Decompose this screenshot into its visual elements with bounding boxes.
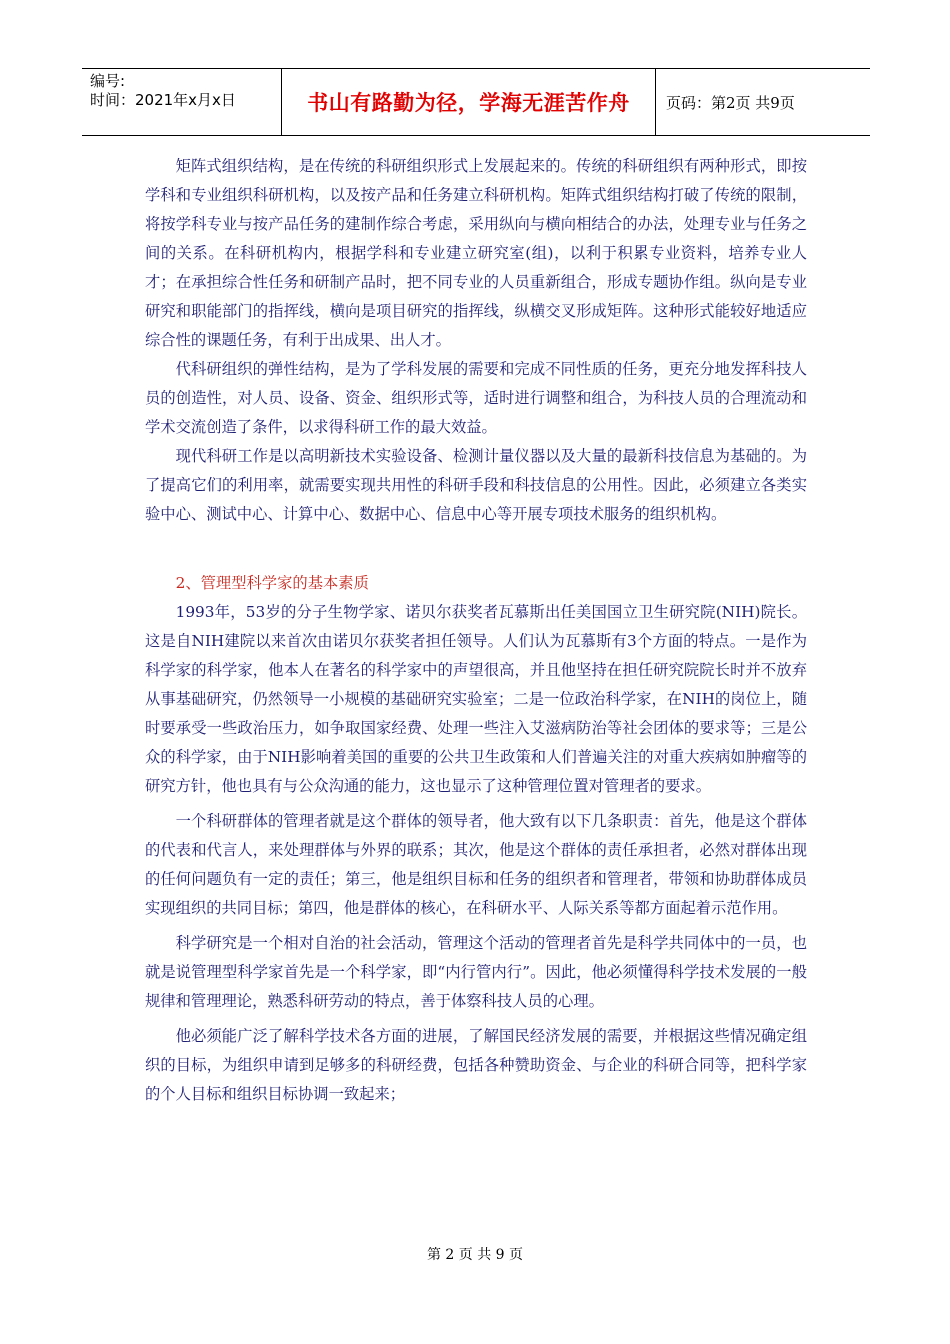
document-number-label: 编号: [90, 72, 126, 90]
header-meta [82, 69, 282, 135]
paragraph: 代科研组织的弹性结构，是为了学科发展的需要和完成不同性质的任务，更充分地发挥科技人员的创造性，对人员、设备、资金、组织形式等，适时进行调整和组合，为科技人员的合理流动和学术交流创造了条件，以求得科研工作的最大效益。 [145, 360, 807, 436]
header-page-code: 页码：第2页 共9页 [666, 93, 795, 112]
paragraph: 科学研究是一个相对自治的社会活动，管理这个活动的管理者首先是科学共同体中的一员，也就是说管理型科学家首先是一个科学家，即“内行管内行”。因此，他必须懂得科学技术发展的一般规律和管理理论，熟悉科研劳动的特点，善于体察科技人员的心理。 [145, 934, 807, 1010]
section-heading: 2、管理型科学家的基本素质 [175, 574, 369, 592]
paragraph: 1993年，53岁的分子生物学家、诺贝尔获奖者瓦慕斯出任美国国立卫生研究院(NIH)院长。这是自NIH建院以来首次由诺贝尔获奖者担任领导。人们认为瓦慕斯有3个方面的特点。一是作为科学家的科学家，他本人在著名的科学家中的声望很高，并且他坚持在担任研究院院长时并不放弃从事基础研究，仍然领导一小规模的基础研究实验室；二是一位政治科学家，在NIH的岗位上，随时要承受一些政治压力，如争取国家经费、处理一些注入艾滋病防治等社会团体的要求等；三是公众的科学家，由于NIH影响着美国的重要的公共卫生政策和人们普遍关注的对重大疾病如肿瘤等的研究方针，他也具有与公众沟通的能力，这也显示了这种管理位置对管理者的要求。 [145, 603, 807, 795]
page-header [82, 68, 870, 136]
page-footer: 第 2 页 共 9 页 [426, 1247, 524, 1263]
document-time-label: 时间：2021年x月x日 [90, 91, 236, 109]
paragraph: 他必须能广泛了解科学技术各方面的进展，了解国民经济发展的需要，并根据这些情况确定组织的目标，为组织申请到足够多的科研经费，包括各种赞助资金、与企业的科研合同等，把科学家的个人目标和组织目标协调一致起来； [145, 1027, 807, 1103]
header-motto: 书山有路勤为径，学海无涯苦作舟 [282, 69, 656, 135]
paragraph: 一个科研群体的管理者就是这个群体的领导者，他大致有以下几条职责：首先，他是这个群体的代表和代言人，来处理群体与外界的联系；其次，他是这个群体的责任承担者，必然对群体出现的任何问题负有一定的责任；第三，他是组织目标和任务的组织者和管理者，带领和协助群体成员实现组织的共同目标；第四，他是群体的核心，在科研水平、人际关系等都方面起着示范作用。 [145, 812, 807, 917]
document-body [145, 152, 807, 1109]
paragraph: 现代科研工作是以高明新技术实验设备、检测计量仪器以及大量的最新科技信息为基础的。为了提高它们的利用率，就需要实现共用性的科研手段和科技信息的公用性。因此，必须建立各类实验中心、测试中心、计算中心、数据中心、信息中心等开展专项技术服务的组织机构。 [145, 447, 807, 523]
paragraph: 矩阵式组织结构，是在传统的科研组织形式上发展起来的。传统的科研组织有两种形式，即按学科和专业组织科研机构，以及按产品和任务建立科研机构。矩阵式组织结构打破了传统的限制，将按学科专业与按产品任务的建制作综合考虑，采用纵向与横向相结合的办法，处理专业与任务之间的关系。在科研机构内，根据学科和专业建立研究室(组)，以利于积累专业资料，培养专业人才；在承担综合性任务和研制产品时，把不同专业的人员重新组合，形成专题协作组。纵向是专业研究和职能部门的指挥线，横向是项目研究的指挥线，纵横交叉形成矩阵。这种形式能较好地适应综合性的课题任务，有利于出成果、出人才。 [145, 157, 807, 349]
